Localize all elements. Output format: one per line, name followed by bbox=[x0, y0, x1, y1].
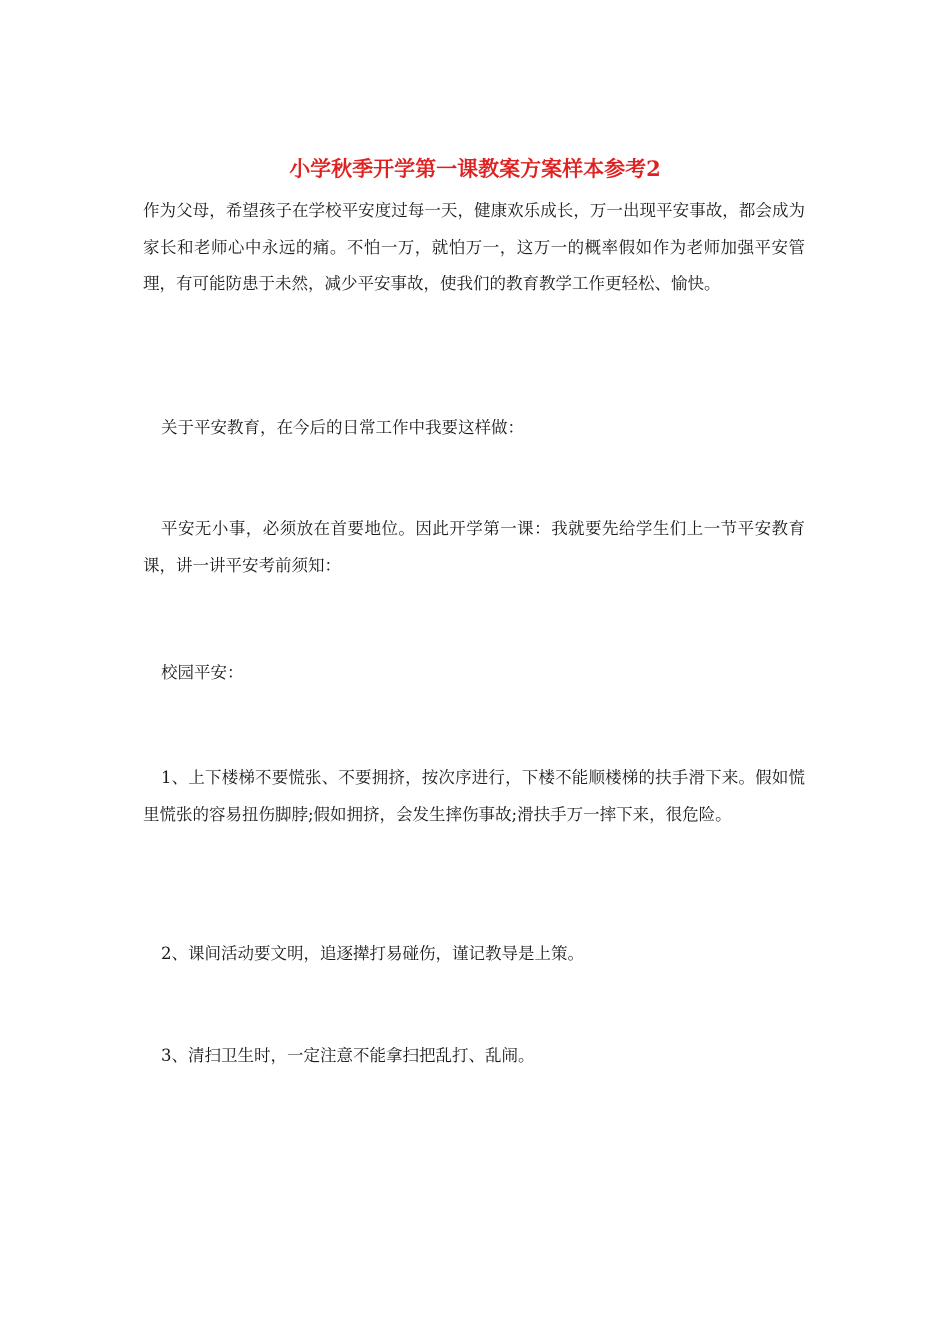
list-item-recess: 2、课间活动要文明，追逐撵打易碰伤，谨记教导是上策。 bbox=[161, 944, 584, 963]
page-title: 小学秋季开学第一课教案方案样本参考2 bbox=[289, 156, 661, 181]
list-item-stairs: 1、上下楼梯不要慌张、不要拥挤，按次序进行，下楼不能顺楼梯的扶手滑下来。假如慌里慌张的容易扭伤脚脖;假如拥挤，会发生摔伤事故;滑扶手万一摔下来，很危险。 bbox=[143, 768, 805, 824]
paragraph-intro: 作为父母，希望孩子在学校平安度过每一天，健康欢乐成长，万一出现平安事故，都会成为家长和老师心中永远的痛。不怕一万，就怕万一，这万一的概率假如作为老师加强平安管理，有可能防患于未然，减少平安事故，使我们的教育教学工作更轻松、愉快。 bbox=[143, 201, 805, 293]
list-item-cleaning: 3、清扫卫生时，一定注意不能拿扫把乱打、乱闹。 bbox=[161, 1046, 535, 1065]
paragraph-plan: 关于平安教育，在今后的日常工作中我要这样做： bbox=[161, 418, 524, 437]
paragraph-campus-safety-heading: 校园平安： bbox=[161, 663, 244, 682]
paragraph-first-lesson: 平安无小事，必须放在首要地位。因此开学第一课：我就要先给学生们上一节平安教育课，讲一讲平安考前须知： bbox=[143, 519, 805, 575]
